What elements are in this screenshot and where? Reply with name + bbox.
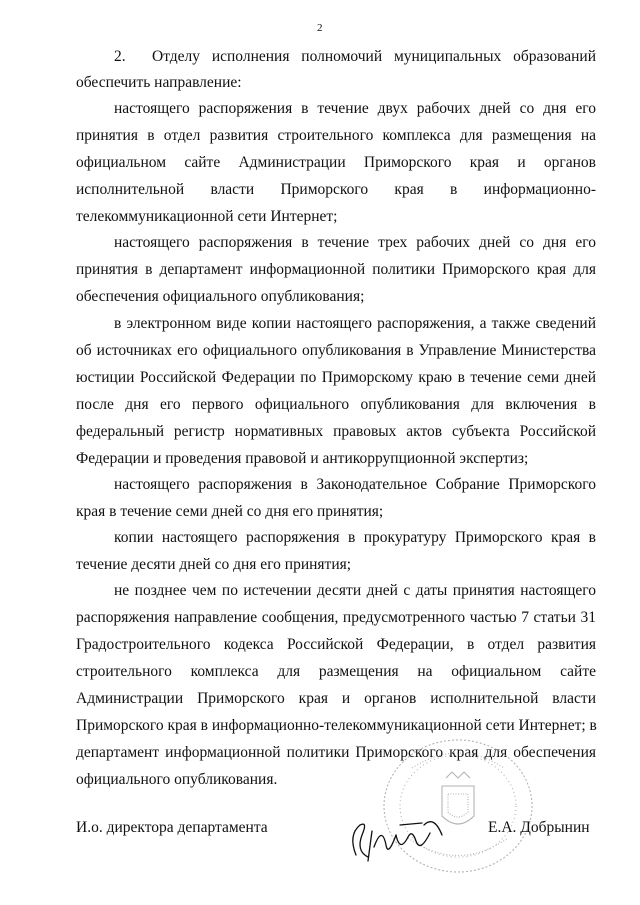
text-line: в электронном виде копии настоящего распоряжения, а также сведений — [114, 315, 596, 332]
text-line: обеспечения официального опубликования; — [76, 288, 365, 305]
handwritten-signature-icon — [338, 795, 458, 875]
signatory-name: Е.А. Добрынин — [488, 819, 590, 836]
text-line: не позднее чем по истечении десяти дней с даты принятия настоящего — [114, 582, 596, 599]
signatory-position: И.о. директора департамента — [76, 819, 268, 836]
text-line: принятия в отдел развития строительного комплекса для размещения на — [76, 127, 596, 144]
text-line: копии настоящего распоряжения в прокуратуру Приморского края в — [114, 529, 596, 546]
text-line: настоящего распоряжения в течение двух рабочих дней со дня его — [114, 100, 596, 117]
text-line: официальном сайте Администрации Приморского края и органов — [76, 154, 596, 171]
text-line: телекоммуникационной сети Интернет; — [76, 208, 338, 225]
text-line: Градостроительного кодекса Российской Федерации, в отдел развития — [76, 636, 596, 653]
text-line: Приморского края в информационно-телекоммуникационной сети Интернет; в — [76, 717, 597, 734]
text-line: после дня его первого официального опубликования для включения в — [76, 396, 596, 413]
text-line: края в течение семи дней со дня его принятия; — [76, 503, 384, 520]
text-line: об источниках его официального опубликования в Управление Министерства — [76, 342, 596, 359]
text-line: Федерации и проведения правовой и антикоррупционной экспертиз; — [76, 450, 529, 467]
text-line: юстиции Российской Федерации по Приморскому краю в течение семи дней — [76, 369, 596, 386]
text-line: официального опубликования. — [76, 771, 278, 788]
text-line: исполнительной власти Приморского края в информационно- — [76, 181, 596, 198]
text-line: настоящего распоряжения в Законодательное Собрание Приморского — [114, 476, 596, 493]
text-line: течение десяти дней со дня его принятия; — [76, 556, 352, 573]
text-line: Администрации Приморского края и органов исполнительной власти — [76, 690, 596, 707]
text-line: принятия в департамент информационной политики Приморского края для — [76, 261, 596, 278]
text-line: обеспечить направление: — [76, 74, 242, 91]
text-line: Отделу исполнения полномочий муниципальных образований — [152, 48, 596, 65]
text-line: департамент информационной политики Приморского края для обеспечения — [76, 744, 596, 761]
item-number: 2. — [114, 48, 126, 65]
text-line: распоряжения направление сообщения, предусмотренного частью 7 статьи 31 — [76, 609, 596, 626]
text-line: строительного комплекса для размещения на официальном сайте — [76, 663, 596, 680]
page-number: 2 — [317, 22, 323, 34]
text-line: настоящего распоряжения в течение трех рабочих дней со дня его — [114, 234, 596, 251]
text-line: федеральный регистр нормативных правовых актов субъекта Российской — [76, 423, 596, 440]
